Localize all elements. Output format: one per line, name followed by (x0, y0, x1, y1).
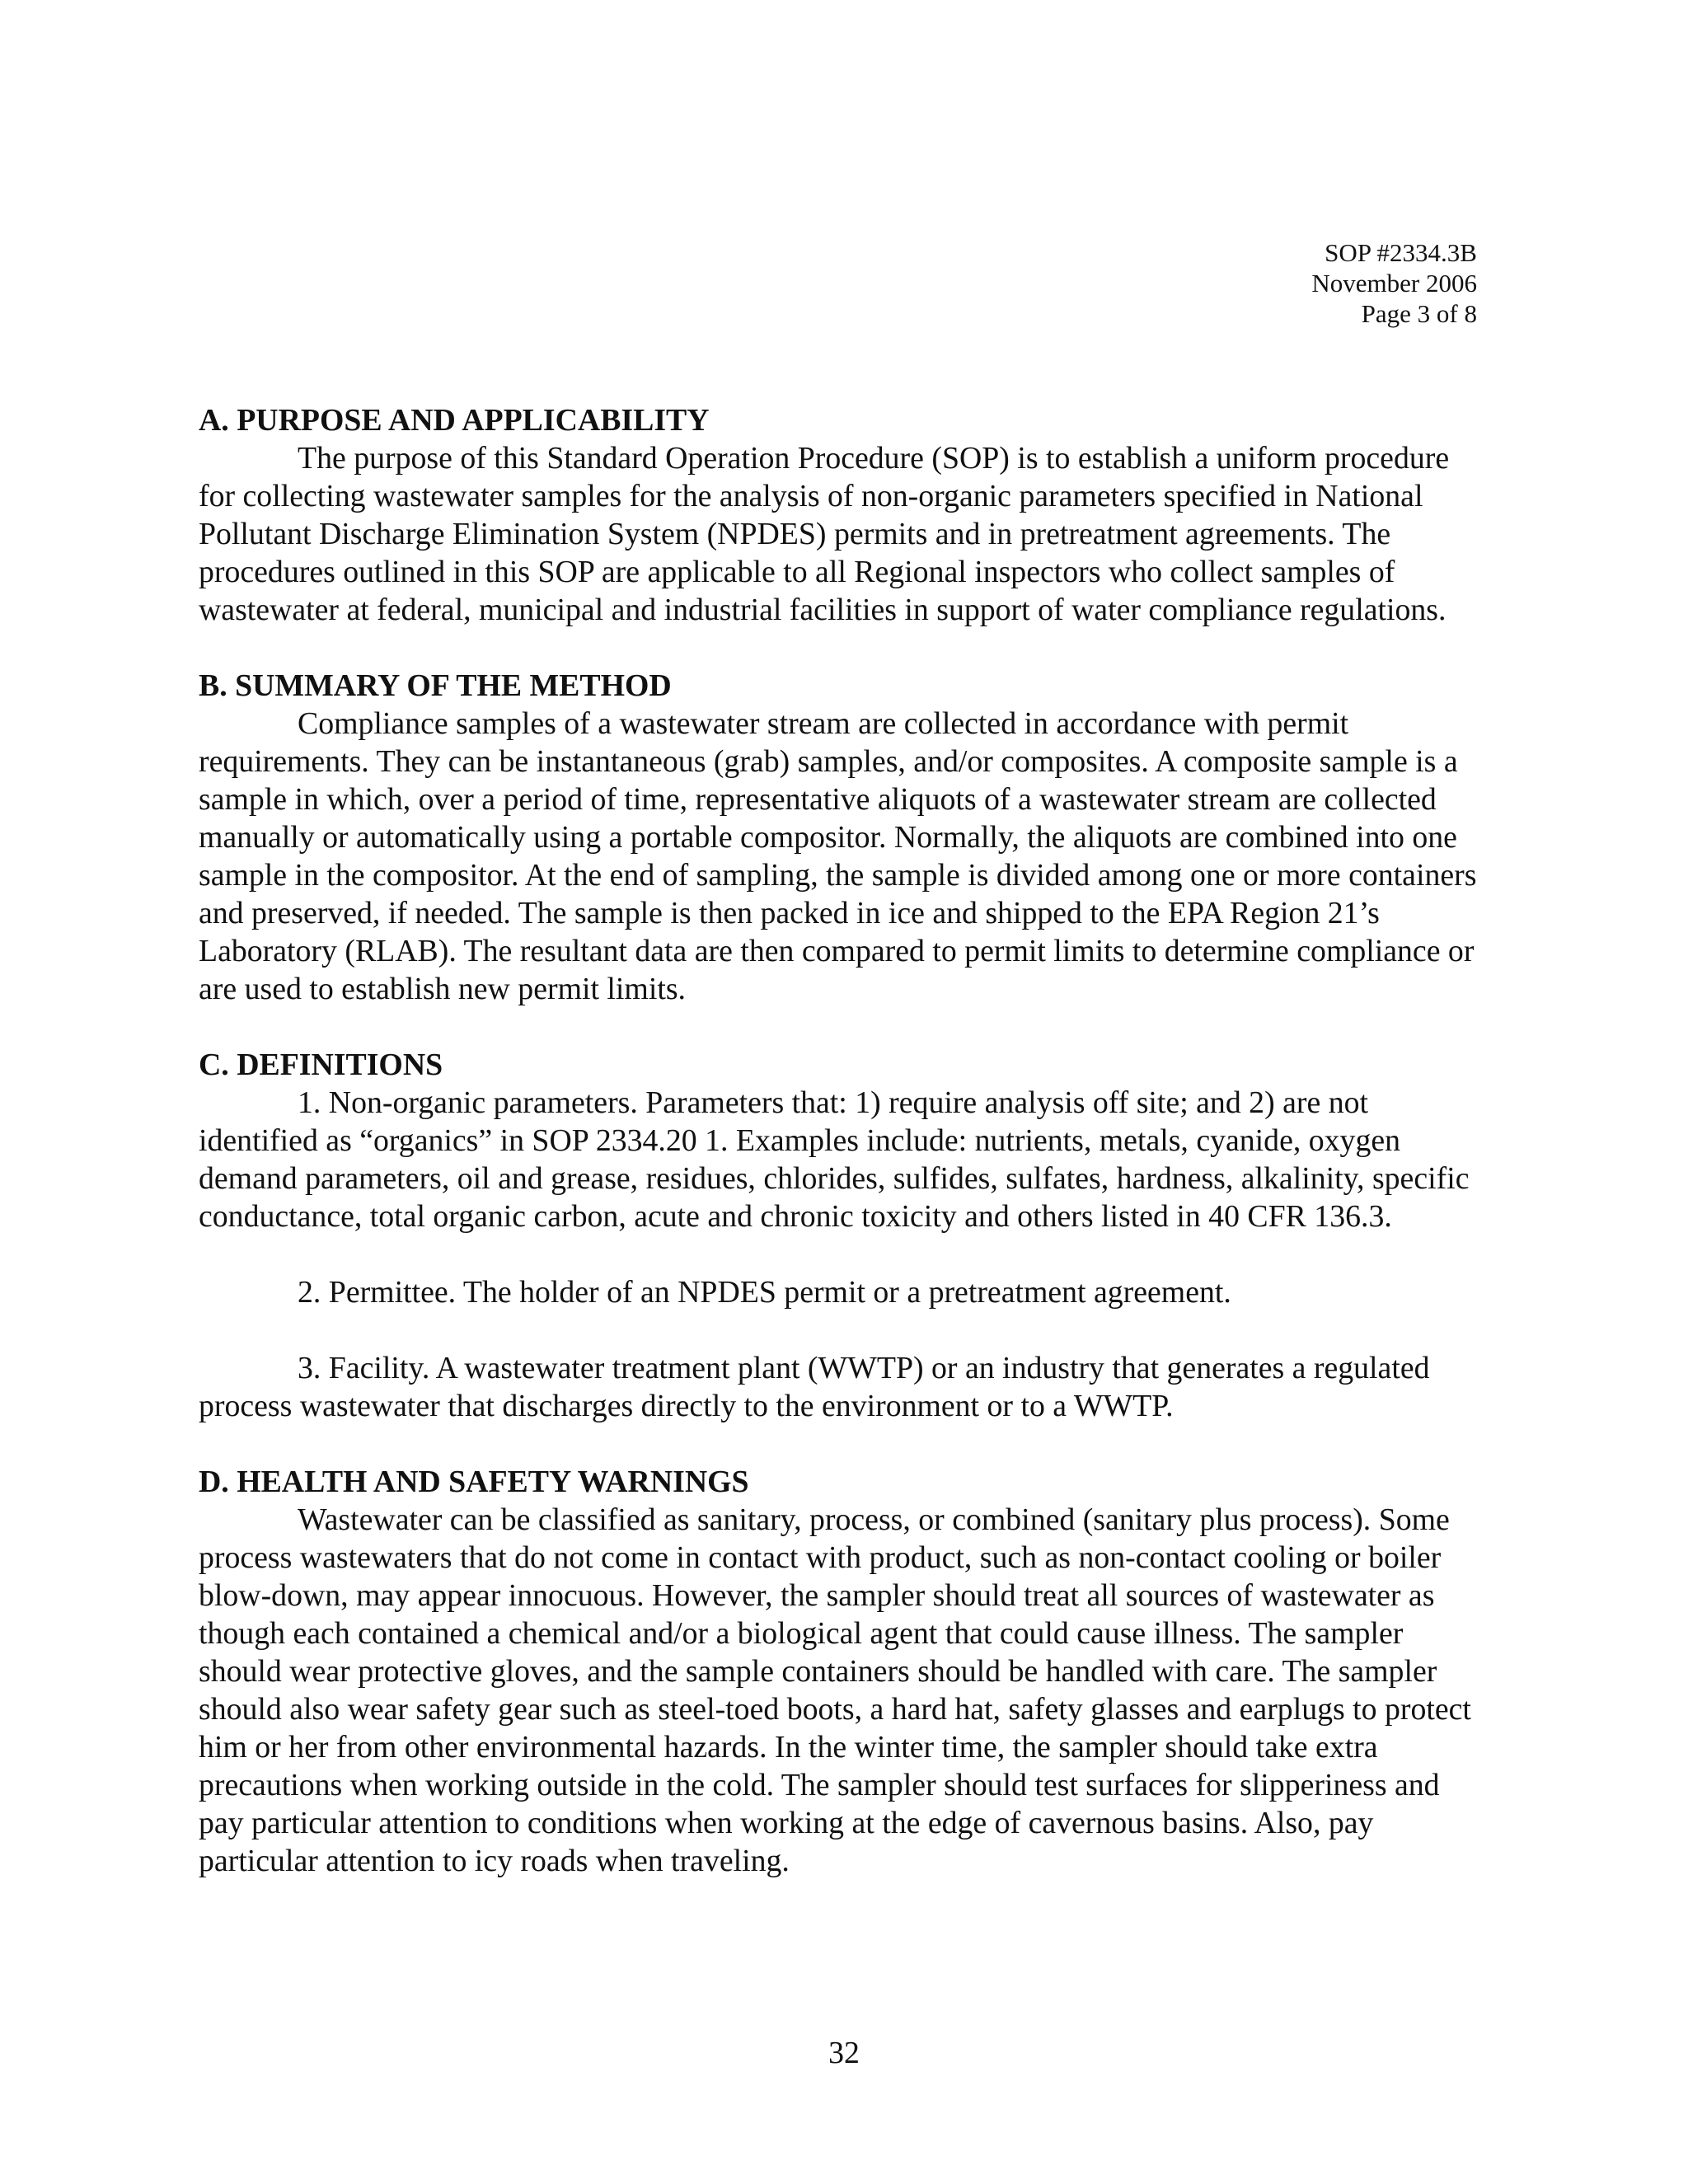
section-heading: B. SUMMARY OF THE METHOD (199, 668, 672, 703)
section-paragraph: Wastewater can be classified as sanitary, process, or combined (sanitary plus process). Some process wastewaters that do not come in contact with product, such as non-contact cooling or boiler blow-down, may appear innocuous. However, the sampler should treat all sources of wastewater as though each contained a chemical and/or a biological agent that could cause illness. The sampler should wear protective gloves, and the sample containers should be handled with care. The sampler should also wear safety gear such as steel-toed boots, a hard hat, safety glasses and earplugs to protect him or her from other environmental hazards. In the winter time, the sampler should take extra precautions when working outside in the cold. The sampler should test surfaces for slipperiness and pay particular attention to conditions when working at the edge of cavernous basins. Also, pay particular attention to icy roads when traveling. (199, 1502, 1471, 1878)
definition-item: 3. Facility. A wastewater treatment plant (WWTP) or an industry that generates a regulated process wastewater that discharges directly to the environment or to a WWTP. (199, 1351, 1430, 1423)
section-paragraph: Compliance samples of a wastewater stream are collected in accordance with permit requirements. They can be instantaneous (grab) samples, and/or composites. A composite sample is a sample in which, over a period of time, representative aliquots of a wastewater stream are collected manually or automatically using a portable compositor. Normally, the aliquots are combined into one sample in the compositor. At the end of sampling, the sample is divided among one or more containers and preserved, if needed. The sample is then packed in ice and shipped to the EPA Region 21’s Laboratory (RLAB). The resultant data are then compared to permit limits to determine compliance or are used to establish new permit limits. (199, 706, 1477, 1006)
section-health-safety (199, 1463, 1484, 1880)
section-summary (199, 667, 1484, 1008)
page-indicator: Page 3 of 8 (1361, 299, 1477, 328)
section-purpose (199, 401, 1484, 629)
document-body (199, 401, 1484, 1918)
section-heading: D. HEALTH AND SAFETY WARNINGS (199, 1465, 749, 1499)
section-paragraph: The purpose of this Standard Operation Procedure (SOP) is to establish a uniform procedure for collecting wastewater samples for the analysis of non-organic parameters specified in National Pollutant Discharge Elimination System (NPDES) permits and in pretreatment agreements. The procedures outlined in this SOP are applicable to all Regional inspectors who collect samples of wastewater at federal, municipal and industrial facilities in support of water compliance regulations. (199, 441, 1450, 627)
page-header (1311, 237, 1477, 329)
section-definitions (199, 1046, 1484, 1425)
section-heading: C. DEFINITIONS (199, 1047, 443, 1082)
revision-date: November 2006 (1311, 269, 1477, 298)
definition-item: 1. Non-organic parameters. Parameters that: 1) require analysis off site; and 2) are not identified as “organics” in SOP 2334.20 1. Examples include: nutrients, metals, cyanide, oxygen demand parameters, oil and grease, residues, chlorides, sulfides, sulfates, hardness, alkalinity, specific conductance, total organic carbon, acute and chronic toxicity and others listed in 40 CFR 136.3. (199, 1085, 1470, 1234)
section-heading: A. PURPOSE AND APPLICABILITY (199, 403, 710, 438)
page-number: 32 (828, 2036, 860, 2070)
sop-number: SOP #2334.3B (1325, 238, 1477, 267)
definition-item: 2. Permittee. The holder of an NPDES permit or a pretreatment agreement. (298, 1275, 1231, 1310)
